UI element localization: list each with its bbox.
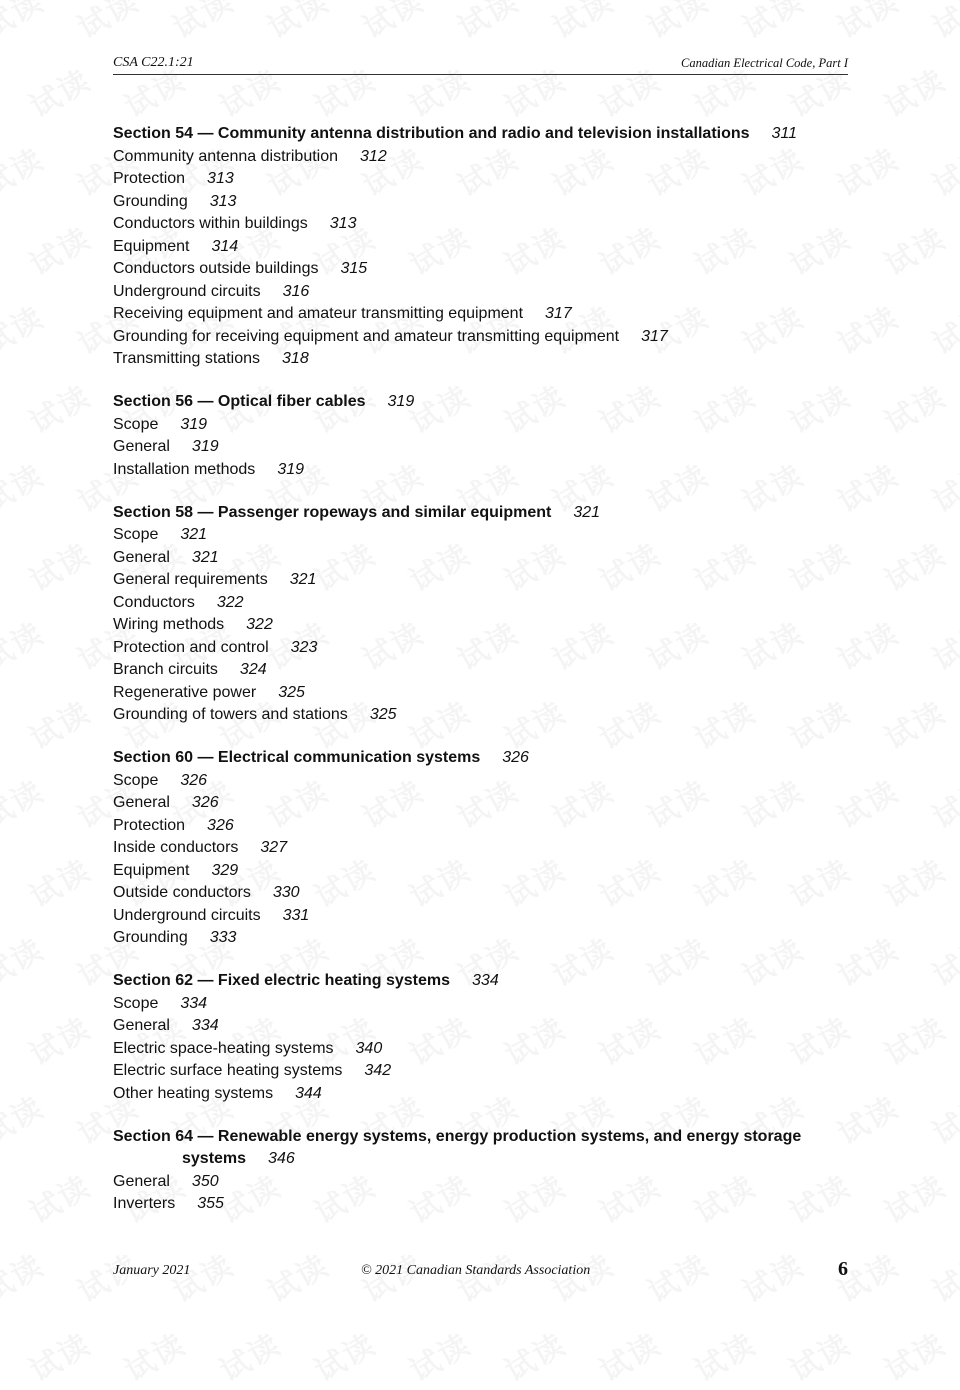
entry-label: Inverters [113,1195,176,1212]
entry-page: 321 [180,526,208,543]
toc-entry [113,682,848,705]
toc-entry [113,236,848,259]
standard-code: CSA C22.1:21 [113,55,194,70]
watermark-text [875,688,952,758]
toc-entry [113,704,848,727]
entry-label: Inside conductors [113,839,239,856]
section-title: Section 58 — Passenger ropeways and similar equipment [113,503,552,521]
entry-page: 329 [211,861,239,879]
entry-label: Grounding for receiving equipment and amateur transmitting equipment [113,327,620,345]
entry-label: General [113,548,170,566]
toc-entry [113,524,848,547]
watermark-text [258,0,335,47]
toc-entry [113,659,848,682]
watermark-text [638,0,715,47]
entry-label: Other heating systems [113,1084,274,1102]
entry-label: Underground circuits [113,906,261,924]
watermark-text [0,925,51,995]
section-heading [113,391,848,414]
entry-label: Grounding [113,929,188,946]
section-title: Section 56 — Optical fiber cables [113,393,366,410]
watermark-text [0,1241,51,1311]
entry-label: Electric space-heating systems [113,1039,334,1057]
entry-page: 340 [355,1039,383,1057]
entry-page: 325 [278,683,305,701]
toc-entry [113,905,848,928]
section-page: 334 [472,972,499,989]
watermark-text [20,1320,97,1390]
toc-entry [113,547,848,570]
toc-entry [113,860,848,883]
entry-label: General [113,794,170,811]
watermark-text [875,56,952,126]
entry-page: 330 [272,884,300,901]
watermark-text [733,0,810,47]
entry-page: 334 [180,994,208,1012]
entry-page: 321 [289,571,317,588]
watermark-text [923,767,960,837]
entry-label: Protection and control [113,638,269,656]
watermark-text [353,0,430,47]
section-heading [113,747,848,770]
section-heading [113,970,848,993]
entry-page: 319 [277,460,305,478]
toc-entry [113,281,848,304]
watermark-text [875,1004,952,1074]
watermark-text [163,0,240,47]
document-title: Canadian Electrical Code, Part I [681,56,848,70]
entry-label: Scope [113,771,159,789]
entry-label: Protection [113,816,186,834]
toc-entry [113,815,848,838]
watermark-text [590,1320,667,1390]
entry-label: Scope [113,415,159,433]
entry-label: Scope [113,526,159,543]
watermark-text [923,1083,960,1153]
entry-label: General [113,438,170,455]
section-title: Section 62 — Fixed electric heating systems [113,972,451,989]
section-heading-continued [113,1148,848,1171]
section-page: 319 [387,393,415,410]
watermark-text [923,135,960,205]
toc-entry [113,1083,848,1106]
watermark-text [20,56,97,126]
entry-label: Equipment [113,237,190,255]
toc-section [113,970,848,1105]
toc-entry [113,258,848,281]
section-heading [113,1126,848,1149]
entry-page: 315 [340,260,368,277]
entry-page: 344 [295,1084,322,1102]
entry-page: 326 [180,771,208,789]
toc-entry [113,303,848,326]
toc-section [113,502,848,727]
section-title: Section 64 — Renewable energy systems, energy production systems, and energy storage [113,1127,802,1145]
toc-entry [113,569,848,592]
toc-entry [113,770,848,793]
section-page: 346 [268,1150,295,1167]
entry-label: General [113,1017,170,1034]
watermark-text [0,293,51,363]
entry-page: 325 [369,706,397,723]
entry-label: Underground circuits [113,282,261,300]
watermark-text [0,1083,51,1153]
toc-entry [113,882,848,905]
watermark-text [0,609,51,679]
watermark-text [20,1162,97,1232]
section-page: 326 [502,749,529,766]
entry-page: 324 [239,661,267,678]
section-page: 321 [573,503,601,521]
entry-label: Protection [113,170,186,187]
watermark-text [20,372,97,442]
section-title: Section 54 — Community antenna distribution and radio and television installations [113,125,750,142]
entry-label: Community antenna distribution [113,147,339,165]
entry-page: 334 [191,1017,219,1034]
section-page: 311 [771,125,798,142]
entry-page: 326 [207,816,234,834]
watermark-text [543,0,620,47]
watermark-text [828,0,905,47]
watermark-text [923,609,960,679]
toc-entry [113,436,848,459]
watermark-text [0,135,51,205]
section-title: Section 60 — Electrical communication systems [113,749,481,766]
toc-entry [113,414,848,437]
table-of-contents [113,123,848,1236]
toc-entry [113,993,848,1016]
watermark-text [0,0,51,47]
entry-label: General [113,1172,170,1190]
entry-page: 326 [191,794,219,811]
watermark-text [448,0,525,47]
entry-label: Receiving equipment and amateur transmitting equipment [113,305,524,322]
watermark-text [210,1320,287,1390]
watermark-text [0,451,51,521]
watermark-text [685,1320,762,1390]
toc-entry [113,614,848,637]
watermark-text [20,688,97,758]
toc-entry [113,168,848,191]
entry-page: 331 [282,906,310,924]
entry-page: 314 [211,237,239,255]
toc-entry [113,1038,848,1061]
page-number: 6 [838,1258,848,1280]
watermark-text [20,214,97,284]
page-footer [113,1258,848,1284]
entry-label: Conductors within buildings [113,215,308,232]
entry-label: Conductors outside buildings [113,260,319,277]
watermark-text [923,1241,960,1311]
footer-copyright: © 2021 Canadian Standards Association [361,1263,591,1278]
watermark-text [495,1320,572,1390]
watermark-text [305,1320,382,1390]
entry-page: 321 [191,548,219,566]
toc-entry [113,792,848,815]
entry-page: 322 [246,616,273,633]
entry-page: 313 [207,170,234,187]
watermark-text [115,1320,192,1390]
toc-entry [113,191,848,214]
toc-entry [113,1193,848,1216]
watermark-text [20,530,97,600]
watermark-text [780,1320,857,1390]
entry-label: Transmitting stations [113,350,261,367]
entry-label: Grounding [113,192,188,210]
entry-label: Regenerative power [113,683,257,701]
watermark-text [923,451,960,521]
entry-page: 312 [360,147,387,165]
entry-page: 327 [260,839,288,856]
toc-entry [113,1171,848,1194]
watermark-text [875,372,952,442]
toc-entry [113,592,848,615]
entry-label: Installation methods [113,460,256,478]
toc-entry [113,1060,848,1083]
entry-page: 317 [641,327,668,345]
entry-label: Equipment [113,861,190,879]
toc-section [113,747,848,950]
toc-entry [113,927,848,950]
entry-page: 319 [191,438,219,455]
watermark-text [875,214,952,284]
toc-entry [113,326,848,349]
watermark-text [20,846,97,916]
entry-page: 317 [545,305,572,322]
page-header [113,54,848,75]
toc-section [113,391,848,481]
entry-page: 323 [290,638,318,656]
toc-section [113,1126,848,1216]
watermark-text [923,0,960,47]
entry-label: Electric surface heating systems [113,1062,343,1079]
watermark-text [0,767,51,837]
toc-entry [113,348,848,371]
entry-label: Scope [113,994,159,1012]
entry-page: 319 [180,415,208,433]
watermark-text [923,925,960,995]
watermark-text [875,530,952,600]
toc-entry [113,1015,848,1038]
entry-label: Grounding of towers and stations [113,706,348,723]
entry-label: Conductors [113,593,195,611]
entry-page: 333 [209,929,237,946]
watermark-text [923,293,960,363]
entry-page: 342 [364,1062,392,1079]
entry-label: Outside conductors [113,884,251,901]
watermark-text [68,0,145,47]
toc-entry [113,637,848,660]
entry-page: 350 [191,1172,219,1190]
section-heading [113,502,848,525]
entry-label: General requirements [113,571,268,588]
entry-label: Wiring methods [113,616,225,633]
entry-label: Branch circuits [113,661,218,678]
entry-page: 355 [197,1195,224,1212]
toc-entry [113,459,848,482]
section-title-continued: systems [182,1150,247,1167]
entry-page: 313 [209,192,237,210]
watermark-text [400,1320,477,1390]
watermark-text [875,1320,952,1390]
entry-page: 313 [329,215,357,232]
toc-entry [113,146,848,169]
entry-page: 318 [282,350,309,367]
watermark-text [875,1162,952,1232]
footer-date: January 2021 [113,1263,191,1278]
toc-entry [113,837,848,860]
entry-page: 322 [216,593,244,611]
toc-entry [113,213,848,236]
entry-page: 316 [282,282,310,300]
toc-section [113,123,848,371]
watermark-text [20,1004,97,1074]
watermark-text [875,846,952,916]
section-heading [113,123,848,146]
